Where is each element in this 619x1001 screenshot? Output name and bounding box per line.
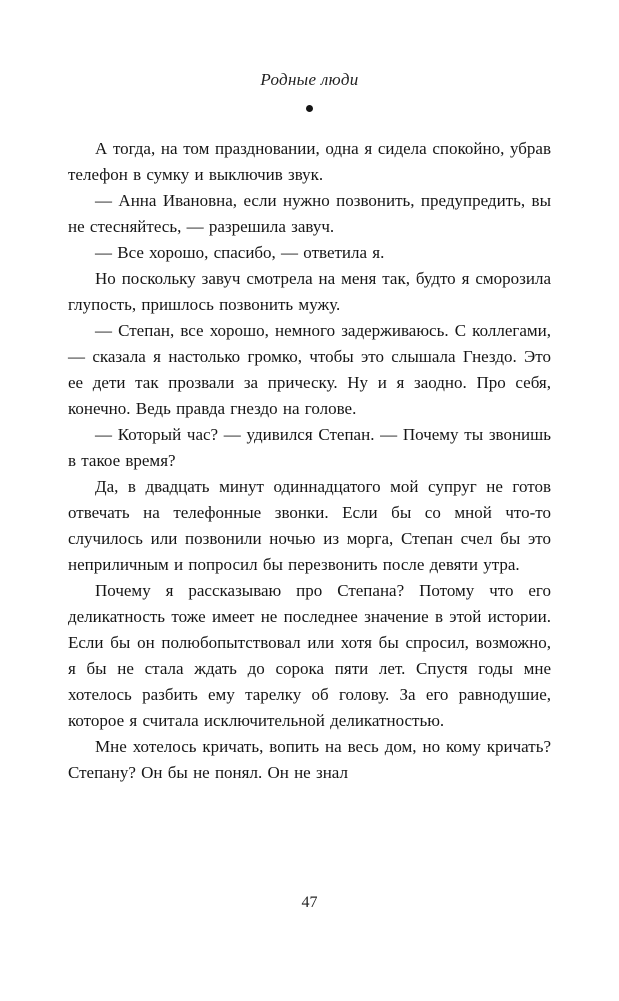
- paragraph: А тогда, на том праздновании, одна я сидела спокойно, убрав телефон в сумку и выключив звук.: [68, 139, 551, 184]
- running-title: Родные люди: [260, 70, 359, 89]
- paragraph: Мне хотелось кричать, вопить на весь дом, но кому кричать? Степану? Он бы не понял. Он не знал: [68, 737, 551, 782]
- paragraph: — Анна Ивановна, если нужно позвонить, предупредить, вы не стесняйтесь, — разрешила завуч.: [68, 191, 551, 236]
- paragraph: Но поскольку завуч смотрела на меня так, будто я сморозила глупость, пришлось позвонить мужу.: [68, 269, 551, 314]
- paragraph: Да, в двадцать минут одиннадцатого мой супруг не готов отвечать на телефонные звонки. Если бы со мной что-то случилось или позвонили ночью из морга, Степан счел бы это неприличным и попросил бы перезвонить после девяти утра.: [68, 477, 551, 574]
- paragraph: Почему я рассказываю про Степана? Потому что его деликатность тоже имеет не последнее значение в этой истории. Если бы он полюбопытствовал или хотя бы спросил, возможно, я бы не стала ждать до сорока пяти лет. Спустя годы мне хотелось разбить ему тарелку об голову. За его равнодушие, которое я считала исключительной деликатностью.: [68, 581, 551, 730]
- section-divider: [68, 105, 551, 113]
- body-text: [68, 136, 551, 786]
- page-number: 47: [301, 894, 318, 911]
- paragraph: — Все хорошо, спасибо, — ответила я.: [95, 243, 385, 262]
- paragraph: — Степан, все хорошо, немного задерживаюсь. С коллегами, — сказала я настолько громко, чтобы это слышала Гнездо. Это ее дети так прозвали за прическу. Ну и я заодно. Про себя, конечно. Ведь правда гнездо на голове.: [68, 321, 551, 418]
- paragraph: — Который час? — удивился Степан. — Почему ты звонишь в такое время?: [68, 425, 551, 470]
- filled-circle-ornament-icon: [306, 105, 313, 112]
